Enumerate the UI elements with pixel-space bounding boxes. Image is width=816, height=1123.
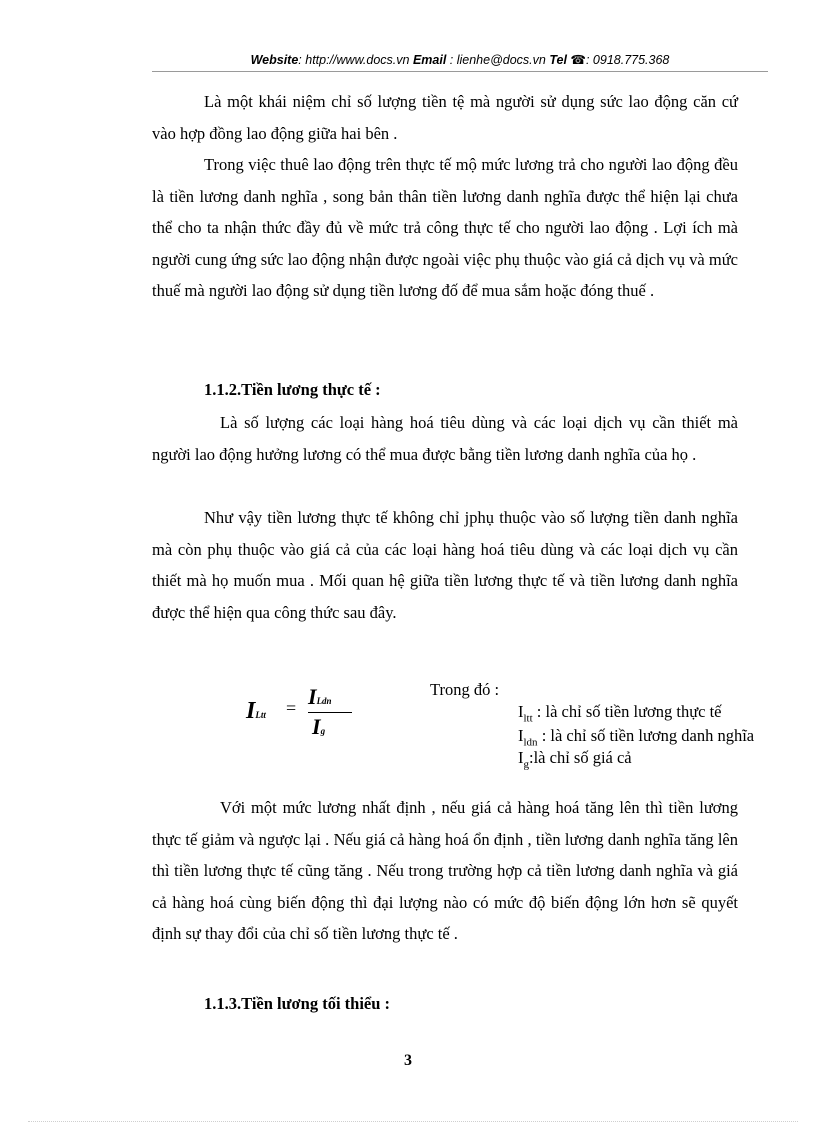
formula-equals: =: [286, 698, 297, 718]
legend-item-ltt: $I_{ltt}$ : là chỉ số tiền lương thực tế: [518, 702, 722, 725]
page-bottom-divider: [28, 1121, 798, 1122]
paragraph-3: Là số lượng các loại hàng hoá tiêu dùng và các loại dịch vụ cần thiết mà người lao động hưởng lương có thể mua được bằng tiền lương danh nghĩa của họ .: [152, 413, 738, 464]
formula-denominator: Ig: [312, 714, 326, 739]
heading-real-wage: 1.1.2.Tiền lương thực tế :: [204, 380, 381, 399]
paragraph-2: Trong việc thuê lao động trên thực tế mộ mức lương trả cho người lao động đều là tiền lương danh nghĩa , song bản thân tiền lương danh nghĩa được thể hiện lại chưa thể cho ta nhận thức đầy đủ về mức trả công thực tế cho người lao động . Lợi ích mà người cung ứng sức lao động nhận được ngoài việc phụ thuộc vào giá cả dịch vụ và mức thuế mà người lao động sử dụng tiền lương đố để mua sắm hoặc đóng thuế .: [152, 155, 738, 300]
email-label: Email: [412, 53, 447, 67]
header-divider: [152, 71, 768, 72]
formula-numerator: ILdn: [308, 684, 332, 709]
legend-title: Trong đó :: [430, 680, 500, 699]
formula-fraction-bar: [308, 712, 352, 713]
website-value: : http://www.docs.vn: [298, 53, 413, 67]
paragraph-1: Là một khái niệm chỉ số lượng tiền tệ mà người sử dụng sức lao động căn cứ vào hợp đồng lao động giữa hai bên .: [152, 92, 738, 143]
tel-value: : 0918.775.368: [585, 53, 670, 67]
email-value: : lienhe@docs.vn: [446, 53, 550, 67]
legend-item-ldn: $I_{ldn}$ : là chỉ số tiền lương danh nghĩa: [518, 726, 755, 749]
heading-minimum-wage: 1.1.3.Tiền lương tối thiểu :: [204, 994, 391, 1013]
real-wage-formula: [246, 684, 366, 744]
formula-lhs: ILtt: [246, 698, 266, 724]
website-label: Website: [250, 53, 299, 67]
legend-item-g: $I_g:là$ chỉ số giá cả: [518, 748, 632, 771]
page-header: [152, 52, 768, 67]
paragraph-5: Với một mức lương nhất định , nếu giá cả hàng hoá tăng lên thì tiền lương thực tế giảm và ngược lại . Nếu giá cả hàng hoá ổn định , tiền lương danh nghĩa tăng lên thì tiền lương thực tế cũng tăng . Nếu trong trường hợp cả tiền lương danh nghĩa và giá cả hàng hoá cùng biến động thì đại lượng nào có mức độ biến động lớn hơn sẽ quyết định sự thay đổi của chỉ số tiền lương thực tế .: [152, 798, 738, 943]
tel-label: Tel ☎: [549, 53, 586, 67]
paragraph-4: Như vậy tiền lương thực tế không chỉ jphụ thuộc vào số lượng tiền danh nghĩa mà còn phụ thuộc vào giá cả của các loại hàng hoá tiêu dùng và các loại dịch vụ cần thiết mà họ muốn mua . Mối quan hệ giữa tiền lương thực tế và tiền lương danh nghĩa được thể hiện qua công thức sau đây.: [152, 508, 738, 622]
page-number: 3: [404, 1052, 412, 1069]
